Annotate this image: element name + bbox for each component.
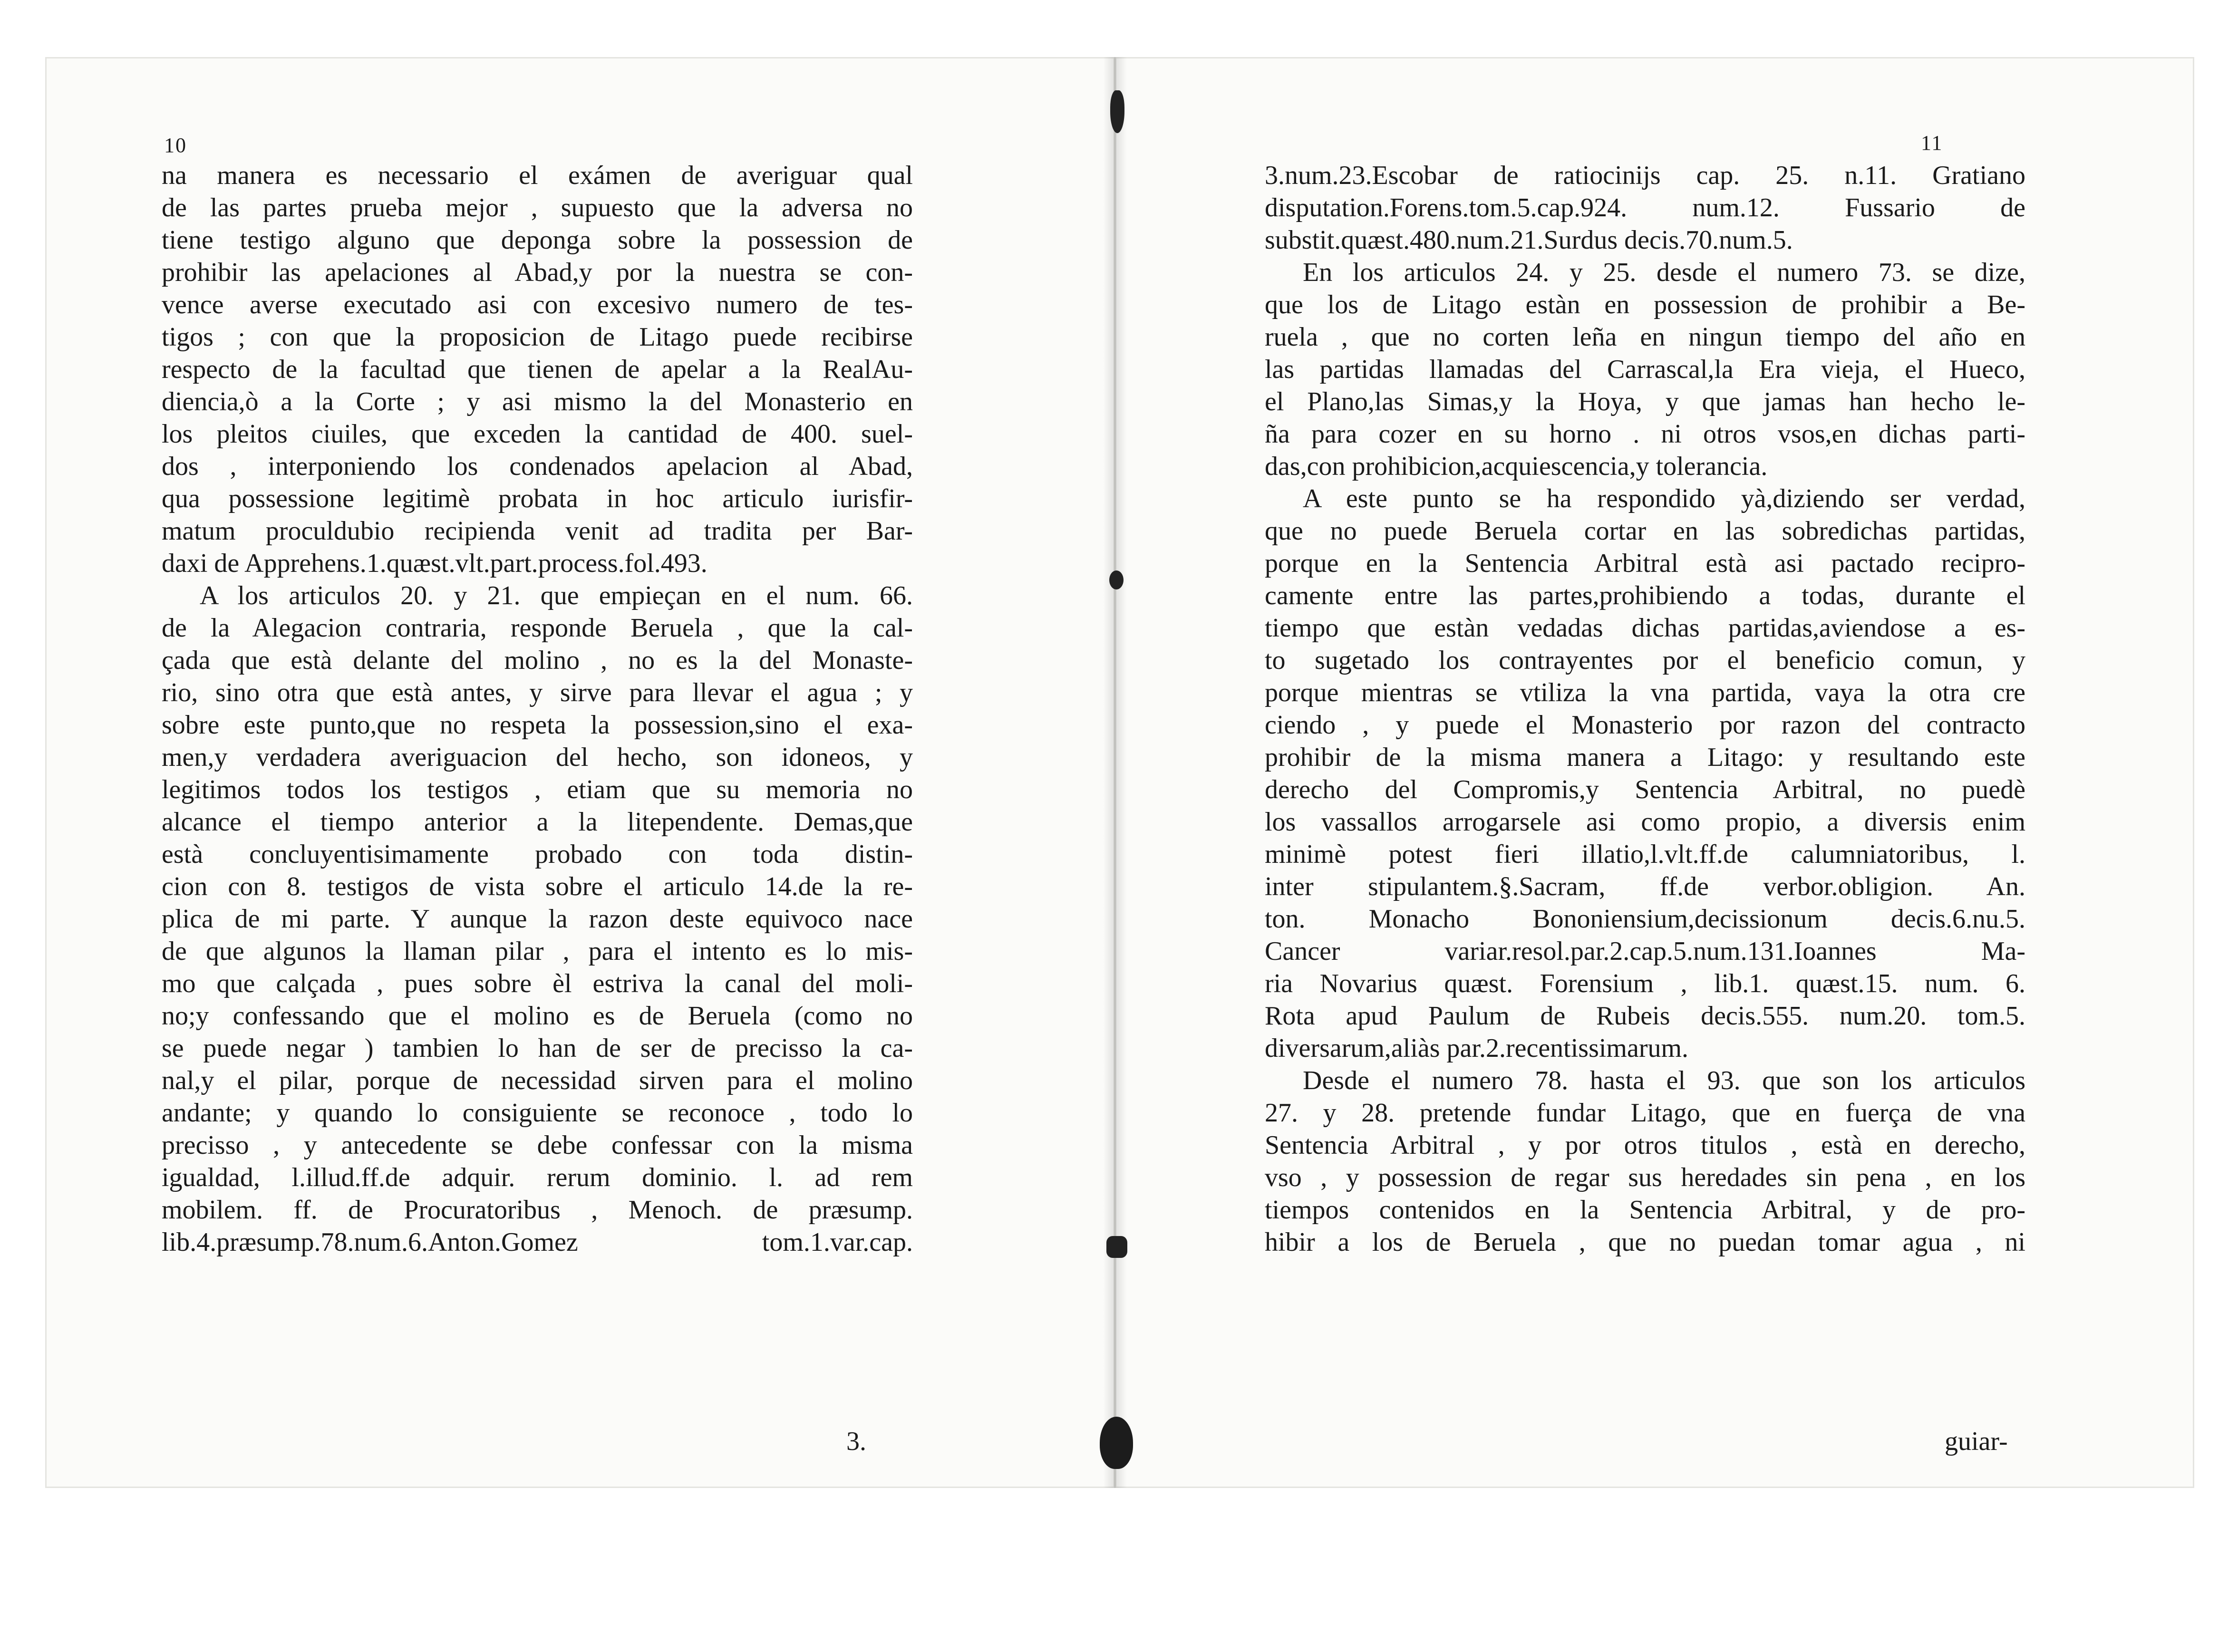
left-page-number: 10 <box>164 134 187 157</box>
text-line: plica de mi parte. Y aunque la razon deste equivoco nace <box>162 904 913 934</box>
text-line: de la Alegacion contraria, responde Beruela , que la cal- <box>162 613 913 643</box>
text-line: tiempos contenidos en la Sentencia Arbitral, y de pro- <box>1265 1195 2025 1225</box>
binding-stitch <box>1106 1236 1127 1258</box>
text-line: Cancer variar.resol.par.2.cap.5.num.131.Ioannes Ma- <box>1265 937 2025 966</box>
text-line: porque en la Sentencia Arbitral està asi pactado recipro- <box>1265 549 2025 578</box>
text-line: daxi de Apprehens.1.quæst.vlt.part.process.fol.493. <box>162 549 707 578</box>
text-line: lib.4.præsump.78.num.6.Anton.Gomez tom.1.var.cap. <box>162 1227 913 1257</box>
text-line: substit.quæst.480.num.21.Surdus decis.70.num.5. <box>1265 225 1793 255</box>
binding-stitch <box>1110 90 1124 133</box>
text-line: cion con 8. testigos de vista sobre el articulo 14.de la re- <box>162 872 913 901</box>
text-line: çada que està delante del molino , no es la del Monaste- <box>162 646 913 675</box>
text-line: rio, sino otra que està antes, y sirve para llevar el agua ; y <box>162 678 913 707</box>
text-line: hibir a los de Beruela , que no puedan tomar agua , ni <box>1265 1227 2025 1257</box>
text-line: que los de Litago estàn en possession de prohibir a Be- <box>1265 290 2025 319</box>
text-line: ria Novarius quæst. Forensium , lib.1. quæst.15. num. 6. <box>1265 969 2025 998</box>
right-page-number: 11 <box>1921 131 1943 155</box>
text-line: men,y verdadera averiguacion del hecho, son idoneos, y <box>162 743 913 772</box>
text-line: 27. y 28. pretende fundar Litago, que en fuerça de vna <box>1265 1098 2025 1128</box>
text-line: alcance el tiempo anterior a la litependente. Demas,que <box>162 807 913 837</box>
text-line: los pleitos ciuiles, que exceden la cantidad de 400. suel- <box>162 419 913 449</box>
text-line: na manera es necessario el exámen de averiguar qual <box>162 161 913 190</box>
text-line: andante; y quando lo consiguiente se reconoce , todo lo <box>162 1098 913 1128</box>
text-line: vso , y possession de regar sus heredades sin pena , en los <box>1265 1163 2025 1192</box>
text-line: diversarum,aliàs par.2.recentissimarum. <box>1265 1034 1689 1063</box>
text-line: disputation.Forens.tom.5.cap.924. num.12. Fussario de <box>1265 193 2025 222</box>
text-line: no;y confessando que el molino es de Beruela (como no <box>162 1001 913 1031</box>
text-line: tiempo que estàn vedadas dichas partidas,aviendose a es- <box>1265 613 2025 643</box>
text-line: ciendo , y puede el Monasterio por razon del contracto <box>1265 710 2025 740</box>
text-line: ton. Monacho Bononiensium,decissionum decis.6.nu.5. <box>1265 904 2025 934</box>
text-line: minimè potest fieri illatio,l.vlt.ff.de calumniatoribus, l. <box>1265 840 2025 869</box>
text-line: Desde el numero 78. hasta el 93. que son los articulos <box>1303 1066 2025 1095</box>
text-line: tigos ; con que la proposicion de Litago puede recibirse <box>162 322 913 352</box>
text-line: mo que calçada , pues sobre èl estriva la canal del moli- <box>162 969 913 998</box>
text-line: vence averse executado asi con excesivo numero de tes- <box>162 290 913 319</box>
text-line: las partidas llamadas del Carrascal,la Era vieja, el Hueco, <box>1265 355 2025 384</box>
text-line: legitimos todos los testigos , etiam que su memoria no <box>162 775 913 804</box>
text-line: los vassallos arrogarsele asi como propio, a diversis enim <box>1265 807 2025 837</box>
binding-stitch <box>1100 1417 1133 1469</box>
left-page-text <box>162 159 913 1258</box>
right-page-text <box>1265 159 2025 1258</box>
text-line: porque mientras se vtiliza la vna partida, vaya la otra cre <box>1265 678 2025 707</box>
text-line: Rota apud Paulum de Rubeis decis.555. num.20. tom.5. <box>1265 1001 2025 1031</box>
book-gutter <box>1103 57 1127 1488</box>
text-line: A este punto se ha respondido yà,diziendo ser verdad, <box>1303 484 2025 513</box>
text-line: derecho del Compromis,y Sentencia Arbitral, no puedè <box>1265 775 2025 804</box>
text-line: prohibir las apelaciones al Abad,y por la nuestra se con- <box>162 258 913 287</box>
text-line: se puede negar ) tambien lo han de ser de precisso la ca- <box>162 1034 913 1063</box>
left-catchword: 3. <box>846 1427 866 1456</box>
text-line: Sentencia Arbitral , y por otros titulos , està en derecho, <box>1265 1130 2025 1160</box>
text-line: diencia,ò a la Corte ; y asi mismo la del Monasterio en <box>162 387 913 416</box>
text-line: 3.num.23.Escobar de ratiocinijs cap. 25. n.11. Gratiano <box>1265 161 2025 190</box>
text-line: En los articulos 24. y 25. desde el numero 73. se dize, <box>1303 258 2025 287</box>
text-line: matum proculdubio recipienda venit ad tradita per Bar- <box>162 516 913 546</box>
binding-stitch <box>1109 570 1124 589</box>
text-line: to sugetado los contrayentes por el beneficio comun, y <box>1265 646 2025 675</box>
text-line: dos , interponiendo los condenados apelacion al Abad, <box>162 452 913 481</box>
text-line: de las partes prueba mejor , supuesto que la adversa no <box>162 193 913 222</box>
text-line: A los articulos 20. y 21. que empieçan en el num. 66. <box>200 581 913 610</box>
text-line: ña para cozer en su horno . ni otros vsos,en dichas parti- <box>1265 419 2025 449</box>
text-line: das,con prohibicion,acquiescencia,y tolerancia. <box>1265 452 1768 481</box>
text-line: precisso , y antecedente se debe confessar con la misma <box>162 1130 913 1160</box>
text-line: igualdad, l.illud.ff.de adquir. rerum dominio. l. ad rem <box>162 1163 913 1192</box>
text-line: que no puede Beruela cortar en las sobredichas partidas, <box>1265 516 2025 546</box>
text-line: respecto de la facultad que tienen de apelar a la RealAu- <box>162 355 913 384</box>
text-line: està concluyentisimamente probado con toda distin- <box>162 840 913 869</box>
text-line: nal,y el pilar, porque de necessidad sirven para el molino <box>162 1066 913 1095</box>
text-line: qua possessione legitimè probata in hoc articulo iurisfir- <box>162 484 913 513</box>
text-line: el Plano,las Simas,y la Hoya, y que jamas han hecho le- <box>1265 387 2025 416</box>
text-line: mobilem. ff. de Procuratoribus , Menoch. de præsump. <box>162 1195 913 1225</box>
text-line: prohibir de la misma manera a Litago: y resultando este <box>1265 743 2025 772</box>
text-line: ruela , que no corten leña en ningun tiempo del año en <box>1265 322 2025 352</box>
text-line: sobre este punto,que no respeta la possession,sino el exa- <box>162 710 913 740</box>
text-line: tiene testigo alguno que deponga sobre la possession de <box>162 225 913 255</box>
text-line: inter stipulantem.§.Sacram, ff.de verbor.obligion. An. <box>1265 872 2025 901</box>
text-line: de que algunos la llaman pilar , para el intento es lo mis- <box>162 937 913 966</box>
text-line: camente entre las partes,prohibiendo a todas, durante el <box>1265 581 2025 610</box>
right-catchword: guiar- <box>1945 1427 2008 1456</box>
